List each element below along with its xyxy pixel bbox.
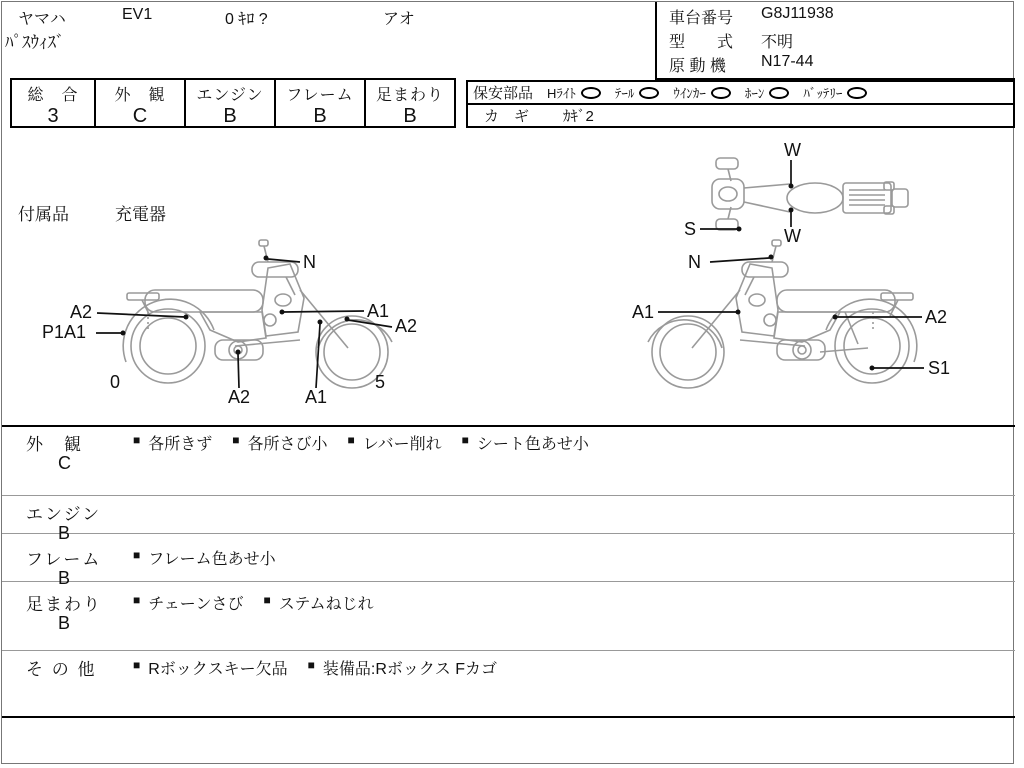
label-zero: 0 (110, 372, 121, 392)
safety-item-headlight-label: Hﾗｲﾄ (547, 86, 576, 101)
ok-circle-icon (847, 87, 867, 99)
note-item (348, 431, 442, 454)
note-item (462, 431, 589, 454)
type-row (669, 29, 1015, 52)
note-text: フレーム色あせ小 (148, 551, 276, 568)
bullet-icon: ■ (133, 658, 141, 672)
note-engine-grade: B (58, 523, 71, 543)
note-item (263, 591, 373, 614)
label-s: S (684, 219, 697, 239)
grade-undercarriage-label: 足まわり (375, 87, 444, 104)
grade-overall-value: 3 (47, 105, 59, 127)
note-exterior-label: 外 観 (26, 435, 83, 454)
safety-item-horn-label: ﾎｰﾝ (744, 86, 765, 101)
ok-circle-icon (639, 87, 659, 99)
label-a1-fork: A1 (305, 387, 328, 407)
engine-label: 原 動 機 (669, 57, 726, 75)
note-exterior-grade: C (58, 453, 71, 473)
note-item (232, 431, 327, 454)
bullet-icon: ■ (133, 548, 141, 562)
grade-frame-value: B (313, 105, 327, 127)
label-n-right: N (688, 252, 701, 272)
grade-cell-engine (184, 78, 276, 128)
type-value: 不明 (761, 33, 794, 51)
note-frame-comments (133, 546, 276, 569)
engine-number: N17-44 (761, 52, 814, 70)
label-n-left: N (303, 252, 316, 272)
label-a2-engine: A2 (228, 387, 251, 407)
grade-cell-overall (10, 78, 96, 128)
note-text: レバー削れ (362, 436, 442, 453)
bullet-icon: ■ (133, 433, 141, 447)
grade-exterior-label: 外 観 (114, 87, 166, 104)
grade-row (10, 78, 456, 128)
grade-cell-exterior (94, 78, 186, 128)
safety-item-battery (803, 83, 867, 102)
note-engine-label: エンジン (26, 505, 102, 524)
safety-parts-row (468, 82, 1013, 105)
bullet-icon: ■ (307, 658, 315, 672)
engine-row (669, 53, 1015, 76)
note-text: ステムねじれ (278, 596, 374, 613)
grade-exterior-value: C (132, 105, 148, 127)
label-a2-seat: A2 (70, 302, 93, 322)
note-text: 装備品:Rボックス Fカゴ (322, 661, 497, 678)
bullet-icon: ■ (232, 433, 240, 447)
safety-item-tail (615, 83, 660, 102)
note-text: 各所きず (148, 436, 213, 453)
ok-circle-icon (711, 87, 731, 99)
label-s1-wheel: S1 (928, 358, 951, 378)
note-item (133, 656, 288, 679)
grade-cell-undercarriage (364, 78, 456, 128)
note-other-comments (133, 656, 497, 679)
note-item (133, 431, 212, 454)
safety-item-winker-label: ｳｲﾝｶｰ (673, 86, 706, 101)
key-value: ｶｷﾞ2 (563, 108, 594, 125)
note-other-label: そ の 他 (26, 660, 97, 679)
note-item (133, 546, 276, 569)
label-p1a1-fender: P1A1 (42, 322, 87, 342)
bullet-icon: ■ (347, 433, 355, 447)
accessories-label: 付属品 (18, 205, 69, 224)
safety-item-battery-label: ﾊﾞｯﾃﾘｰ (803, 86, 843, 101)
label-w-top: W (784, 140, 801, 160)
bullet-icon: ■ (461, 433, 469, 447)
vehicle-id-box (655, 2, 1015, 80)
divider-line (2, 650, 1015, 651)
safety-item-winker (673, 83, 731, 102)
type-label: 型 式 (669, 33, 734, 51)
safety-parts-box (466, 80, 1015, 128)
model-name: ﾊﾟｽｳｨｽﾞ (5, 33, 65, 52)
divider-line (2, 533, 1015, 534)
maker-name: ヤマハ (18, 11, 66, 28)
note-undercarriage-label: 足まわり (26, 595, 102, 614)
note-text: 各所さび小 (247, 436, 328, 453)
note-frame-grade: B (58, 568, 71, 588)
note-exterior-comments (133, 431, 589, 454)
grade-engine-label: エンジン (196, 87, 264, 104)
safety-parts-label: 保安部品 (473, 85, 534, 102)
color-name: アオ (383, 11, 415, 28)
label-a1-frame-left: A1 (367, 301, 390, 321)
label-w-bottom: W (784, 226, 801, 246)
grade-undercarriage-value: B (403, 105, 417, 127)
safety-item-tail-label: ﾃｰﾙ (614, 86, 635, 101)
divider-line (2, 425, 1015, 427)
accessories-row (18, 200, 166, 225)
safety-item-horn (745, 83, 790, 102)
label-a2-seat-right: A2 (925, 307, 948, 327)
model-code: EV1 (122, 6, 153, 23)
note-text: シート色あせ小 (476, 436, 589, 453)
label-a2-front-fender: A2 (395, 316, 418, 336)
note-undercarriage-grade: B (58, 613, 71, 633)
grade-frame-label: フレーム (286, 87, 354, 104)
note-item (133, 591, 243, 614)
note-item (308, 656, 497, 679)
ok-circle-icon (581, 87, 601, 99)
grade-overall-label: 総 合 (27, 87, 79, 104)
grade-engine-value: B (223, 105, 237, 127)
note-text: Rボックスキー欠品 (148, 661, 288, 678)
accessories-value: 充電器 (115, 205, 166, 224)
note-frame-label: フレーム (26, 550, 102, 569)
label-a1-frame-right: A1 (632, 302, 655, 322)
divider-line (2, 716, 1015, 718)
chassis-label: 車台番号 (669, 9, 734, 27)
ok-circle-icon (769, 87, 789, 99)
key-row (468, 105, 1013, 126)
note-text: チェーンさび (148, 596, 244, 613)
grade-cell-frame (274, 78, 366, 128)
key-label: カ ギ (484, 108, 530, 125)
bullet-icon: ■ (133, 593, 141, 607)
bullet-icon: ■ (263, 593, 271, 607)
divider-line (2, 581, 1015, 582)
chassis-number: G8J11938 (761, 4, 834, 22)
note-undercarriage-comments (133, 591, 374, 614)
mileage: 0 ｷﾛ ? (225, 11, 268, 28)
label-five: 5 (375, 372, 386, 392)
divider-line (2, 495, 1015, 496)
chassis-row (669, 5, 1015, 28)
safety-item-headlight (547, 83, 601, 102)
